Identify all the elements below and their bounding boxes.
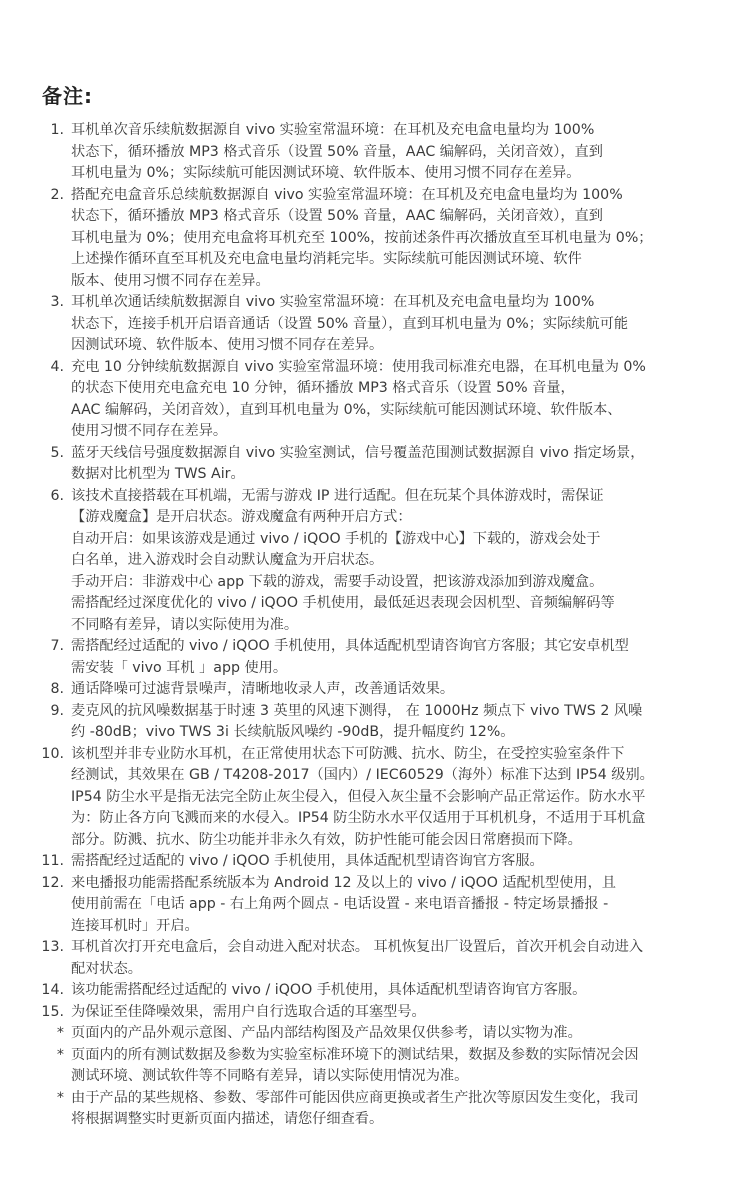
note-item [0,185,750,293]
note-line: 页面内的产品外观示意图、产品内部结构图及产品效果仅供参考，请以实物为准。 [71,1025,582,1041]
note-line: 经测试，其效果在 GB / T4208-2017（国内）/ IEC60529（海外）标准下达到 IP54 级别。 [71,767,654,783]
note-line: 状态下，连接手机开启语音通话（设置 50% 音量），直到耳机电量为 0%；实际续航可能 [71,315,629,332]
note-number: 7. [50,638,64,654]
note-number: * [56,1025,64,1041]
note-text [71,851,544,873]
note-text [71,1023,582,1045]
note-line: 耳机单次通话续航数据源自 vivo 实验室常温环境：在耳机及充电盒电量均为 100% [71,294,595,310]
note-line: 状态下，循环播放 MP3 格式音乐（设置 50% 音量，AAC 编解码，关闭音效），直到 [71,143,603,160]
note-text [71,357,646,443]
note-number: 3. [50,294,64,310]
note-text [71,1045,639,1088]
note-line: 连接耳机时」开启。 [71,917,199,934]
note-line: 需安装「 vivo 耳机 」app 使用。 [71,659,288,676]
note-line: 版本、使用习惯不同存在差异。 [71,272,270,289]
note-text [71,701,642,744]
note-line: 通话降噪可过滤背景噪声，清晰地收录人声，改善通话效果。 [71,681,455,697]
note-line: 由于产品的某些规格、参数、零部件可能因供应商更换或者生产批次等原因发生变化，我司 [71,1089,639,1106]
note-item [0,1045,750,1088]
note-text [71,486,615,637]
note-line: 上述操作循环直至耳机及充电盒电量均消耗完毕。实际续航可能因测试环境、软件 [71,251,582,267]
note-item [0,744,750,852]
note-item [0,701,750,744]
note-line: 为保证至佳降噪效果，需用户自行选取合适的耳塞型号。 [71,1003,426,1020]
note-line: 使用习惯不同存在差异。 [71,423,228,439]
note-number: * [56,1046,64,1063]
note-line: 需搭配经过适配的 vivo / iQOO 手机使用，具体适配机型请咨询官方客服。 [71,853,544,869]
note-line: 将根据调整实时更新页面内描述，请您仔细查看。 [71,1111,384,1127]
note-line: 耳机电量为 0%；实际续航可能因测试环境、软件版本、使用习惯不同存在差异。 [71,165,581,181]
note-number: 6. [50,487,64,504]
note-line: 蓝牙天线信号强度数据源自 vivo 实验室测试，信号覆盖范围测试数据源自 vivo 指定场景， [71,444,645,461]
note-line: IP54 防尘水平是指无法完全防止灰尘侵入，但侵入灰尘量不会影响产品正常运作。防水水平 [71,788,646,805]
note-text [71,937,643,980]
note-number: 4. [50,358,64,375]
note-line: 耳机首次打开充电盒后，会自动进入配对状态。 耳机恢复出厂设置后，首次开机会自动进入 [71,939,644,955]
note-line: 页面内的所有测试数据及参数为实验室标准环境下的测试结果，数据及参数的实际情况会因 [71,1046,639,1063]
note-line: 需搭配经过深度优化的 vivo / iQOO 手机使用，最低延迟表现会因机型、音频编解码等 [71,595,615,611]
note-line: 充电 10 分钟续航数据源自 vivo 实验室常温环境：使用我司标准充电器，在耳机电量为 0% [71,358,646,375]
note-line: 搭配充电盒音乐总续航数据源自 vivo 实验室常温环境：在耳机及充电盒电量均为 100% [71,186,623,203]
note-text [71,873,616,938]
note-text [71,120,603,185]
note-line: 白名单，进入游戏时会自动默认魔盒为开启状态。 [71,552,384,568]
note-line: 来电播报功能需搭配系统版本为 Android 12 及以上的 vivo / iQOO 适配机型使用，且 [71,874,616,891]
note-line: 【游戏魔盒】是开启状态。游戏魔盒有两种开启方式： [71,509,412,525]
note-line: 不同略有差异，请以实际使用为准。 [71,616,299,633]
note-line: 自动开启：如果该游戏是通过 vivo / iQOO 手机的【游戏中心】下载的，游戏会处于 [71,530,601,547]
note-line: 该技术直接搭载在耳机端，无需与游戏 IP 进行适配。但在玩某个具体游戏时，需保证 [71,487,604,504]
note-line: 需搭配经过适配的 vivo / iQOO 手机使用，具体适配机型请咨询官方客服；其它安卓机型 [71,638,629,654]
note-item [0,1023,750,1045]
note-item [0,357,750,443]
note-item [0,1002,750,1024]
note-item [0,980,750,1002]
note-line: 测试环境、测试软件等不同略有差异，请以实际使用情况为准。 [71,1068,469,1084]
note-line: 部分。防溅、抗水、防尘功能并非永久有效，防护性能可能会因日常磨损而下降。 [71,831,582,848]
note-text [71,980,586,1002]
note-line: 耳机电量为 0%；使用充电盒将耳机充至 100%，按前述条件再次播放直至耳机电量为 0%； [71,229,653,246]
note-number: 8. [50,681,64,697]
note-number: 5. [50,444,64,461]
note-line: 因测试环境、软件版本、使用习惯不同存在差异。 [71,337,384,353]
note-number: 2. [50,186,64,203]
note-number: 10. [41,745,64,762]
note-line: 为：防止各方向飞溅而来的水侵入。IP54 防尘防水水平仅适用于耳机机身，不适用于耳机盒 [71,810,646,826]
note-text [71,679,454,701]
note-line: AAC 编解码，关闭音效），直到耳机电量为 0%，实际续航可能因测试环境、软件版本、 [71,401,622,418]
note-number: 12. [41,874,64,891]
note-text [71,1002,426,1024]
note-line: 该机型并非专业防水耳机，在正常使用状态下可防溅、抗水、防尘，在受控实验室条件下 [71,745,625,762]
note-line: 配对状态。 [71,960,142,977]
note-text [71,636,629,679]
note-text [71,185,652,293]
note-line: 状态下，循环播放 MP3 格式音乐（设置 50% 音量，AAC 编解码，关闭音效），直到 [71,208,603,224]
note-item [0,443,750,486]
note-item [0,1088,750,1131]
note-line: 数据对比机型为 TWS Air。 [71,466,245,482]
note-number: 11. [41,853,64,869]
note-item [0,873,750,938]
note-item [0,636,750,679]
note-item [0,292,750,357]
note-text [71,1088,639,1131]
note-number: 14. [41,982,64,998]
note-number: 1. [50,122,64,138]
note-item [0,937,750,980]
note-item [0,851,750,873]
note-number: 9. [50,702,64,719]
note-line: 的状态下使用充电盒充电 10 分钟，循环播放 MP3 格式音乐（设置 50% 音量， [71,380,575,396]
note-line: 使用前需在「电话 app - 右上角两个圆点 - 电话设置 - 来电语音播报 - 特定场景播报 - [71,896,609,912]
note-number: 15. [41,1003,64,1020]
note-number: 13. [41,939,64,955]
note-line: 麦克风的抗风噪数据基于时速 3 英里的风速下测得， 在 1000Hz 频点下 vivo TWS 2 风噪 [71,702,643,719]
note-line: 耳机单次音乐续航数据源自 vivo 实验室常温环境：在耳机及充电盒电量均为 100% [71,122,595,138]
page-title: 备注: [42,84,93,108]
note-text [71,292,628,357]
note-text [71,744,654,852]
note-line: 手动开启：非游戏中心 app 下载的游戏，需要手动设置，把该游戏添加到游戏魔盒。 [71,573,604,590]
note-number: * [56,1089,64,1106]
note-item [0,679,750,701]
note-line: 该功能需搭配经过适配的 vivo / iQOO 手机使用，具体适配机型请咨询官方客服。 [71,982,587,998]
note-text [71,443,644,486]
note-item [0,120,750,185]
note-line: 约 -80dB；vivo TWS 3i 长续航版风噪约 -90dB，提升幅度约 12%。 [71,724,515,740]
note-item [0,486,750,637]
